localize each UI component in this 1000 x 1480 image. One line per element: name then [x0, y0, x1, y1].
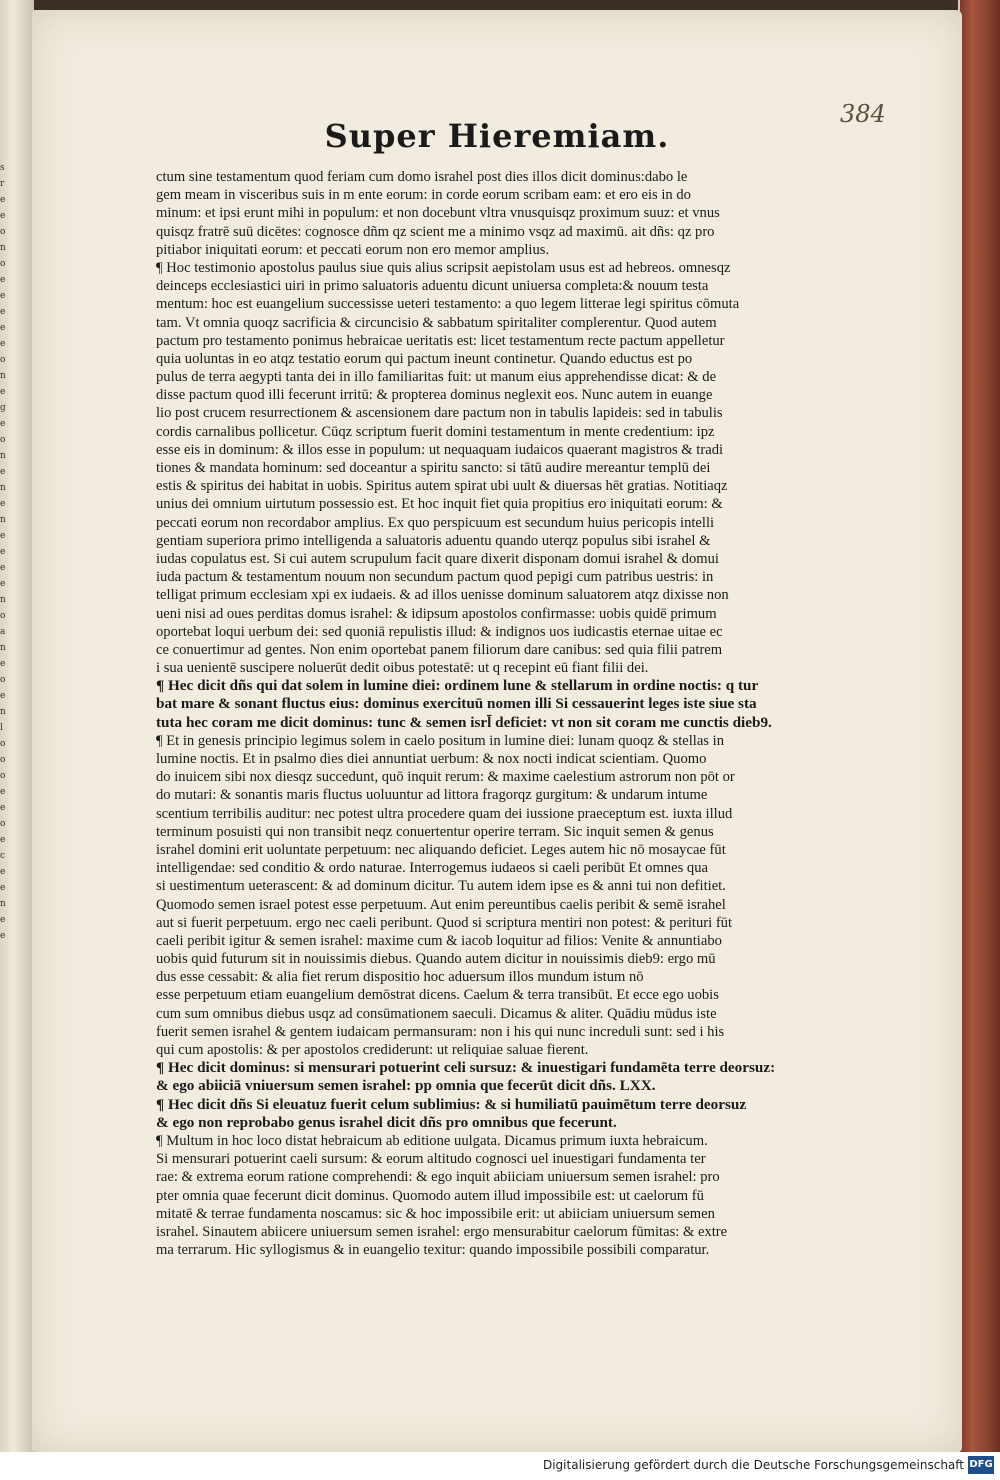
left-page-fragment: o	[0, 819, 6, 829]
left-page-fragment: e	[0, 659, 6, 669]
left-page-fragment: o	[0, 435, 6, 445]
left-page-fragment: e	[0, 323, 6, 333]
text-line: & ego non reprobabo genus israhel dicit dñs pro omnibus que fecerunt.	[156, 1113, 617, 1131]
left-page-fragment: c	[0, 851, 6, 861]
left-page-fragment: g	[0, 403, 6, 413]
text-line: tam. Vt omnia quoqz sacrificia & circuncisio & sabbatum spiritaliter complerentur. Quod autem	[156, 314, 717, 331]
left-page-fragment: n	[0, 515, 6, 525]
text-line: mitatē & terrae fundamenta noscamus: sic & hoc impossibile erit: ut abiiciam uniuersum semen	[156, 1205, 715, 1222]
text-line: lumine noctis. Et in psalmo dies diei annuntiat uerbum: & nox nocti indicat scientiam. Quomo	[156, 751, 707, 767]
left-page-fragment: e	[0, 387, 6, 397]
left-page-fragment: a	[0, 627, 6, 637]
text-line: deinceps ecclesiastici uiri in primo saluatoris aduentu dicunt uniuersa completa:& nouum testa	[156, 278, 709, 295]
text-line: lio post crucem resurrectionem & ascensionem dare pactum non in tabulis lapideis: sed in tabulis	[156, 405, 723, 422]
footer-bar	[0, 1452, 1000, 1480]
text-line: pulus de terra aegypti tanta dei in illo familiaritas fuit: ut manum eius apprehendisse dicat: & de	[156, 369, 717, 386]
text-line: esse eis in dominum: & illos esse in populum: ut nequaquam iudaicos quaerant magistros & tradi	[156, 441, 724, 458]
left-page-fragment: l	[0, 723, 3, 733]
text-line: terminum posuisti qui non transibit neqz conuertentur operire terram. Sic inquit semen & genus	[156, 823, 714, 840]
text-line: ¶ Et in genesis principio legimus solem in caelo positum in lumine diei: lunam quoqz & stellas in	[156, 732, 724, 749]
left-page-fragment: e	[0, 499, 6, 509]
text-line: fuerit semen israhel & gentem iudaicam permansuram: non i his qui nunc increduli sunt: sed i his	[156, 1023, 725, 1040]
text-line: ¶ Hec dicit dominus: si mensurari potuerint celi sursuz: & inuestigari fundamēta terre deorsuz:	[156, 1059, 776, 1077]
text-line: pter omnia quae fecerunt dicit dominus. Quomodo autem illud impossibile est: ut caelorum fū	[156, 1187, 704, 1204]
text-line: & ego abiiciā vniuersum semen israhel: pp omnia que fecerūt dicit dñs. LXX.	[156, 1077, 656, 1095]
text-line: minum: et ipsi erunt mihi in populum: et non docebunt vltra vnusquisqz proximum suuz: et vnus	[156, 205, 720, 222]
body-text	[156, 168, 836, 1259]
text-line: ueni nisi ad oues perditas domus israhel: & idipsum apostolos confirmasse: uobis quidē primum	[156, 605, 717, 622]
left-page-fragment: e	[0, 883, 6, 893]
left-page-fragment: e	[0, 915, 6, 925]
left-page-fragment: e	[0, 835, 6, 845]
left-page-fragment: e	[0, 419, 6, 429]
text-line: quisqz fratrē suū dicētes: cognosce dñm qz scient me a minimo vsqz ad maximū. ait dñs: qz pro	[156, 223, 715, 240]
left-page-fragment: e	[0, 691, 6, 701]
text-line: i sua uenientē suscipere noluerūt dedit oibus potestatē: ut q recepint eū fiant filii dei.	[156, 660, 649, 677]
text-line: mentum: hoc est euangelium successisse ueteri testamento: a quo legem litterae legi spiritus cōmuta	[156, 296, 740, 313]
left-page-fragment: o	[0, 739, 6, 749]
dfg-logo: DFG	[968, 1456, 994, 1474]
text-line: aut si fuerit perpetuum. ergo nec caeli peribunt. Quod si scriptura mentiri non potest: & perituri fūt	[156, 914, 733, 931]
text-line: rae: & extrema eorum ratione comprehendi: & ego inquit abiiciam uniuersum semen israhel: pro	[156, 1169, 720, 1186]
left-page-fragment: e	[0, 867, 6, 877]
left-page-fragment: e	[0, 211, 6, 221]
manuscript-page	[32, 10, 962, 1452]
text-line: qui cum apostolis: & per apostolos crediderunt: ut reliquiae saluae fierent.	[156, 1042, 589, 1058]
left-page-fragment: e	[0, 803, 6, 813]
left-page-fragment: e	[0, 195, 6, 205]
left-page-edge	[0, 160, 22, 940]
text-line: tuta hec coram me dicit dominus: tunc & semen isrl̄ deficiet: vt non sit coram me cunctis dieb9.	[156, 713, 772, 731]
text-line: gem meam in visceribus suis in m ente eorum: in corde eorum scribam eam: et ero eis in do	[156, 187, 691, 204]
text-line: gentiam superiora primo intelligenda a saluatoris aduentu quando uterqz populus sibi israhel &	[156, 532, 711, 549]
text-line: israhel. Sinautem abiicere uniuersum semen israhel: ergo mensurabitur caelorum fūmitas: & extre	[156, 1223, 728, 1240]
text-line: tiones & mandata hominum: sed doceantur a spiritu sancto: si tātū audire mereantur templū dei	[156, 460, 711, 476]
left-page-fragment: e	[0, 307, 6, 317]
left-page-fragment: o	[0, 611, 6, 621]
text-line: scentium terribilis auditur: nec potest ultra procedere quam dei iussione praeceptum est. iuxta illud	[156, 805, 733, 822]
left-page-fragment: e	[0, 787, 6, 797]
text-line: ¶ Hec dicit dñs Si eleuatuz fuerit celum sublimius: & si humiliatū pauimētum terre deorsuz	[156, 1095, 747, 1113]
text-line: disse pactum quod illi fecerunt irritū: & propterea dominus neglexit eos. Nunc autem in euange	[156, 387, 713, 404]
text-line: ctum sine testamentum quod feriam cum domo israhel post dies illos dicit dominus:dabo le	[156, 169, 688, 185]
left-page-fragment: o	[0, 771, 6, 781]
text-line: ¶ Hoc testimonio apostolus paulus siue quis alius scripsit aepistolam usus est ad hebreos. omnesqz	[156, 259, 731, 276]
text-line: telligat primum ecclesiam xpi ex iudaeis. & ad illos uenisse dominum saluatorem atqz dixisse non	[156, 587, 729, 604]
left-page-fragment: e	[0, 579, 6, 589]
text-line: pactum pro testamento ponimus hebraicae ueritatis est: licet testamentum recte pactum appelletur	[156, 332, 725, 349]
left-page-fragment: e	[0, 563, 6, 573]
left-page-fragment: e	[0, 931, 6, 940]
left-page-fragment: o	[0, 755, 6, 765]
left-page-fragment: o	[0, 355, 6, 365]
left-page-fragment: n	[0, 483, 6, 493]
text-line: iuda pactum & testamentum nouum non secundum pactum quod pepigi cum patribus uestris: in	[156, 569, 714, 586]
text-line: bat mare & sonant fluctus eius: dominus exercituū nomen illi Si cessauerint leges iste siue sta	[156, 695, 757, 713]
left-page-fragment: o	[0, 259, 6, 269]
text-line: ce conuertimur ad gentes. Non enim oportebat panem filiorum dare canibus: sed quia filii patrem	[156, 641, 723, 658]
left-page-fragment: e	[0, 339, 6, 349]
left-page-fragment: o	[0, 227, 6, 237]
left-page-fragment: e	[0, 467, 6, 477]
text-line: dus esse cessabit: & alia fiet rerum dispositio hoc aduersum illos mundum istum nō	[156, 969, 644, 986]
text-line: intelligendae: sed conditio & ordo naturae. Interrogemus iudaeos si caeli peribūt Et omnes qua	[156, 860, 708, 877]
text-line: Quomodo semen israel potest esse perpetuum. Aut enim pereuntibus caelis peribit & semē israhel	[156, 896, 726, 913]
left-page-fragment: n	[0, 243, 6, 253]
running-title: Super Hieremiam.	[324, 117, 670, 155]
text-line: esse perpetuum etiam euangelium demōstrat dicens. Caelum & terra transibūt. Et ecce ego uobis	[156, 987, 719, 1004]
left-page-fragment: e	[0, 275, 6, 285]
left-page-fragment: n	[0, 451, 6, 461]
text-line: estis & spiritus dei habitat in uobis. Spiritus autem spirat ubi uult & diuersas hēt gratias. Notitiaqz	[156, 478, 728, 495]
text-line: unius dei omnium uirtutum possessio est. Et hoc inquit fiet quia propitius ero iniquitati eorum: &	[156, 496, 723, 513]
left-page-fragment: n	[0, 643, 6, 653]
text-line: uobis quid futurum sit in nouissimis diebus. Quando autem dicitur in nouissimis dieb9: ergo mū	[156, 951, 716, 968]
text-line: iudas copulatus est. Si cui autem scrupulum facit quare dixerit disponam domui israhel & domui	[156, 550, 719, 567]
text-line: oportebat loqui uerbum dei: sed quoniā repulistis illud: & indignos uos iudicastis eternae uitae ec	[156, 623, 723, 640]
left-page-fragment: o	[0, 675, 6, 685]
text-line: si uestimentum ueterascent: & ad dominum dicitur. Tu autem idem ipse es & anni tui non defitiet.	[156, 878, 726, 895]
left-page-fragment: r	[0, 179, 5, 189]
text-line: cordis carnalibus pollicetur. Cūqz scriptum fuerit domini testamentum in mente credentium: ipz	[156, 423, 715, 440]
text-line: cum sum omnibus diebus usqz ad consūmationem saeculi. Dicamus & aliter. Quādiu mūdus iste	[156, 1005, 717, 1022]
folio-number: 384	[840, 100, 886, 128]
left-page-fragment: n	[0, 595, 6, 605]
book-cover	[960, 0, 1000, 1452]
text-line: do inuicem sibi nox diesqz succedunt, quō inquit rerum: & maxime caelestium astrorum non pōt or	[156, 769, 735, 786]
text-line: caeli peribit igitur & semen israhel: maxime cum & iacob loquitur ad filios: Venite & annuntiabo	[156, 932, 722, 949]
text-line: pitiabor iniquitati eorum: et peccati eorum non ero memor amplius.	[156, 241, 550, 258]
left-page-fragment: e	[0, 291, 6, 301]
text-line: Si mensurari potuerint caeli sursum: & eorum altitudo cognosci uel inuestigari fundamenta ter	[156, 1151, 706, 1168]
text-line: israhel domini erit uoluntate perpetuum: nec aliquando deficiet. Leges autem hic nō mosaycae fūt	[156, 841, 726, 858]
left-page-fragment: n	[0, 707, 6, 717]
text-line: peccati eorum non recordabor amplius. Ex quo perspicuum est secundum huius pericopis intelli	[156, 514, 715, 531]
left-page-fragment: e	[0, 531, 6, 541]
text-line: quia uoluntas in eo atqz testatio eorum qui pactum ineunt continetur. Quando eductus est po	[156, 350, 693, 367]
left-page-fragment: n	[0, 899, 6, 909]
text-line: ma terrarum. Hic syllogismus & in euangelio texitur: quando impossibile possibili comparatur.	[156, 1242, 710, 1259]
text-line: ¶ Multum in hoc loco distat hebraicum ab editione uulgata. Dicamus primum iuxta hebraicum.	[156, 1132, 708, 1149]
text-line: do mutari: & sonantis maris fluctus uoluuntur ad littora fragorqz gurgitum: & undarum intume	[156, 787, 708, 804]
funding-credit: Digitalisierung gefördert durch die Deutsche Forschungsgemeinschaft	[542, 1458, 964, 1472]
text-line: ¶ Hec dicit dñs qui dat solem in lumine diei: ordinem lune & stellarum in ordine noctis: q tur	[156, 677, 759, 695]
left-page-fragment: n	[0, 371, 6, 381]
left-page-fragment: s	[0, 163, 5, 173]
left-page-fragment: e	[0, 547, 6, 557]
